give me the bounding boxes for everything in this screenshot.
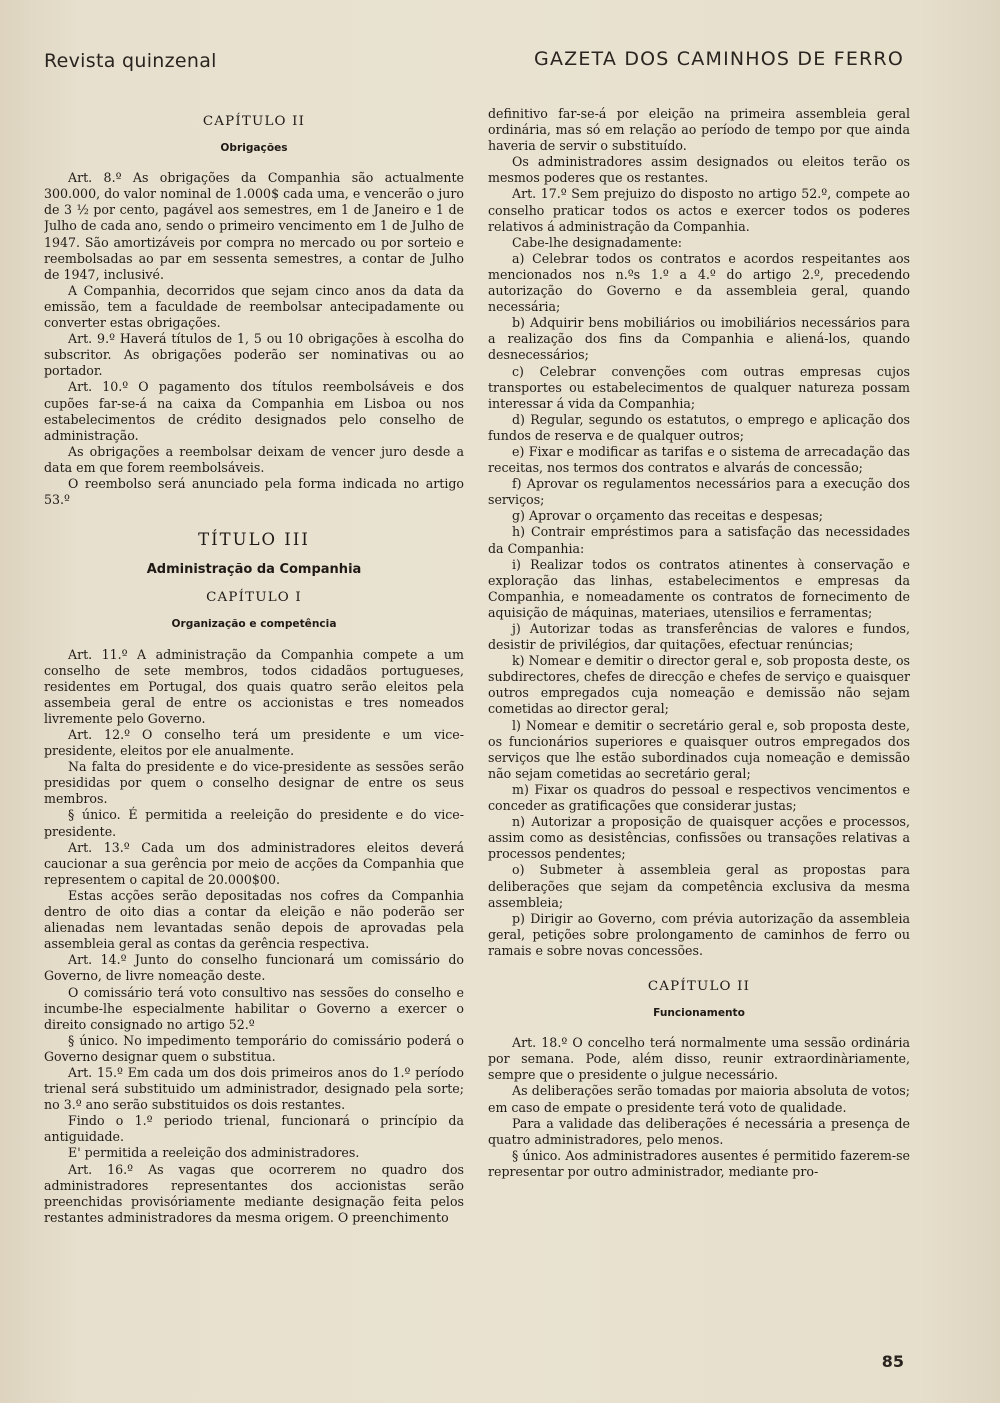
paragraph: As deliberações serão tomadas por maioria absoluta de votos; em caso de empate o presidente terá voto de qualidade. xyxy=(488,1083,910,1115)
list-item: f) Aprovar os regulamentos necessários para a execução dos serviços; xyxy=(488,476,910,508)
list-item: e) Fixar e modificar as tarifas e o sistema de arrecadação das receitas, nos termos dos contratos e alvarás de concessão; xyxy=(488,443,910,476)
paragraph: Art. 16.º As vagas que ocorrerem no quadro dos administradores representantes dos accionistas serão preenchidas provisóriamente mediante designação feita pelos restantes administradores da mesma origem. O preenchimento xyxy=(44,1161,464,1225)
paragraph: Estas acções serão depositadas nos cofres da Companhia dentro de oito dias a contar da eleição e não poderão ser alienadas nem levantadas senão depois de aprovadas pela assembleia geral as contas da gerência respectiva. xyxy=(44,887,464,952)
chapter-heading: CAPÍTULO I xyxy=(206,590,302,606)
magazine-title: GAZETA DOS CAMINHOS DE FERRO xyxy=(534,48,904,70)
paragraph: Art. 17.º Sem prejuizo do disposto no artigo 52.º, compete ao conselho praticar todos os actos e exercer todos os poderes relativos á administração da Companhia. xyxy=(488,186,910,234)
paragraph: Cabe-lhe designadamente: xyxy=(512,234,683,250)
list-item: b) Adquirir bens mobiliários ou imobiliários necessários para a realização dos fins da Companhia e aliená-los, quando desnecessários; xyxy=(488,315,910,363)
page-number: 85 xyxy=(881,1352,904,1371)
paragraph: As obrigações a reembolsar deixam de vencer juro desde a data em que forem reembolsáveis. xyxy=(44,443,464,475)
left-column xyxy=(44,108,464,1318)
paragraph: Art. 14.º Junto do conselho funcionará um comissário do Governo, de livre nomeação deste. xyxy=(44,952,464,984)
list-item: i) Realizar todos os contratos atinentes à conservação e exploração das linhas, estabelecimentos e empresas da Companhia, e nomeadamente os contratos de fornecimento de aquisição de máquinas, materiaes, utensilios e ferramentas; xyxy=(488,556,910,620)
list-item: d) Regular, segundo os estatutos, o emprego e aplicação dos fundos de reserva e de qualquer outros; xyxy=(488,411,910,443)
magazine-frequency: Revista quinzenal xyxy=(44,50,217,72)
right-column xyxy=(488,106,910,1316)
paragraph: Art. 11.º A administração da Companhia compete a um conselho de sete membros, todos cidadãos portugueses, residentes em Portugal, dos quais quatro serão eleitos pela assembeia geral de entre os accionistas e tres nomeados livremente pelo Governo. xyxy=(44,646,464,726)
paragraph: Art. 9.º Haverá títulos de 1, 5 ou 10 obrigações à escolha do subscritor. As obrigações poderão ser nominativas ou ao portador. xyxy=(44,331,464,379)
paragraph: Findo o 1.º periodo trienal, funcionará o princípio da antiguidade. xyxy=(44,1113,464,1145)
paragraph: O comissário terá voto consultivo nas sessões do conselho e incumbe-lhe especialmente habilitar o Governo a exercer o direito consignado no artigo 52.º xyxy=(44,984,464,1032)
list-item: l) Nomear e demitir o secretário geral e, sob proposta deste, os funcionários superiores e quaisquer outros empregados dos serviços que lhe estão subordinados cuja nomeação e demissão não sejam cometidas ao secretário geral; xyxy=(488,717,910,781)
paragraph: Na falta do presidente e do vice-presidente as sessões serão presididas por quem o conselho designar de entre os seus membros. xyxy=(44,759,464,807)
paragraph: Art. 18.º O concelho terá normalmente uma sessão ordinária por semana. Pode, além disso, reunir extraordinàriamente, sempre que o presidente o julgue necessário. xyxy=(488,1035,910,1083)
list-item: h) Contrair empréstimos para a satisfação das necessidades da Companhia: xyxy=(488,524,910,556)
paragraph: § único. Aos administradores ausentes é permitido fazerem-se representar por outro administrador, mediante pro- xyxy=(488,1147,910,1179)
paragraph: E' permitida a reeleição dos administradores. xyxy=(68,1145,360,1161)
paragraph: A Companhia, decorridos que sejam cinco anos da data da emissão, tem a faculdade de reembolsar antecipadamente ou converter estas obrigações. xyxy=(44,282,464,331)
chapter-heading: CAPÍTULO II xyxy=(647,978,751,994)
title-subheading: Administração da Companhia xyxy=(146,562,362,578)
paragraph: Art. 15.º Em cada um dos dois primeiros anos do 1.º período trienal será substituido um administrador, designado pela sorte; no 3.º ano serão substituidos os dois restantes. xyxy=(44,1064,464,1113)
paragraph: O reembolso será anunciado pela forma indicada no artigo 53.º xyxy=(44,475,464,508)
list-item: n) Autorizar a proposição de quaisquer acções e processos, assim como as desistências, confissões ou transações relativas a processos pendentes; xyxy=(488,814,910,862)
title-heading: TÍTULO III xyxy=(198,530,310,550)
list-item: g) Aprovar o orçamento das receitas e despesas; xyxy=(512,508,823,524)
paragraph: Art. 12.º O conselho terá um presidente e um vice-presidente, eleitos por ele anualmente. xyxy=(44,727,464,759)
chapter-heading: CAPÍTULO II xyxy=(202,114,306,129)
chapter-subheading: Organização e competência xyxy=(171,618,337,631)
paragraph: Art. 8.º As obrigações da Companhia são actualmente 300.000, do valor nominal de 1.000$ cada uma, e vencerão o juro de 3 ½ por cento, pagável aos semestres, em 1 de Janeiro e 1 de Julho de cada ano, sendo o primeiro vencimento em 1 de Julho de 1947. São amortizáveis por compra no mercado ou por sorteio e reembolsadas ao par em sessenta semestres, a contar de Julho de 1947, inclusivé. xyxy=(44,170,464,282)
list-item: j) Autorizar todas as transferências de valores e fundos, desistir de privilégios, dar quitações, efectuar renúncias; xyxy=(488,621,910,653)
list-item: o) Submeter à assembleia geral as propostas para deliberações que sejam da competência exclusiva da mesma assembleia; xyxy=(488,862,910,910)
paragraph: Para a validade das deliberações é necessária a presença de quatro administradores, pelo menos. xyxy=(488,1115,910,1147)
paragraph: Os administradores assim designados ou eleitos terão os mesmos poderes que os restantes. xyxy=(488,154,910,186)
chapter-subheading: Obrigações xyxy=(220,142,288,155)
list-item: k) Nomear e demitir o director geral e, sob proposta deste, os subdirectores, chefes de direcção e chefes de serviço e quaisquer outros empregados cuja nomeação e demissão não sejam cometidas ao director geral; xyxy=(488,653,910,717)
list-item: m) Fixar os quadros do pessoal e respectivos vencimentos e conceder as gratificações que considerar justas; xyxy=(488,781,910,814)
chapter-subheading: Funcionamento xyxy=(653,1007,745,1020)
list-item: c) Celebrar convenções com outras empresas cujos transportes ou estabelecimentos de qualquer natureza possam interessar á vida da Companhia; xyxy=(488,363,910,411)
paragraph: Art. 13.º Cada um dos administradores eleitos deverá caucionar a sua gerência por meio de acções da Companhia que representem o capital de 20.000$00. xyxy=(44,839,464,887)
paragraph: Art. 10.º O pagamento dos títulos reembolsáveis e dos cupões far-se-á na caixa da Companhia em Lisboa ou nos estabelecimentos de crédito designados pelo conselho de administração. xyxy=(44,379,464,443)
paragraph: § único. É permitida a reeleição do presidente e do vice-presidente. xyxy=(44,807,464,839)
paragraph: § único. No impedimento temporário do comissário poderá o Governo designar quem o substitua. xyxy=(44,1032,464,1064)
paragraph: definitivo far-se-á por eleição na primeira assembleia geral ordinária, mas só em relação ao período de tempo por que ainda haveria de servir o substituído. xyxy=(488,106,910,154)
list-item: p) Dirigir ao Governo, com prévia autorização da assembleia geral, petições sobre prolongamento de caminhos de ferro ou ramais e sobre novas concessões. xyxy=(488,910,910,958)
list-item: a) Celebrar todos os contratos e acordos respeitantes aos mencionados nos n.ºs 1.º a 4.º do artigo 2.º, precedendo autorização do Governo e da assembleia geral, quando necessária; xyxy=(488,250,910,315)
